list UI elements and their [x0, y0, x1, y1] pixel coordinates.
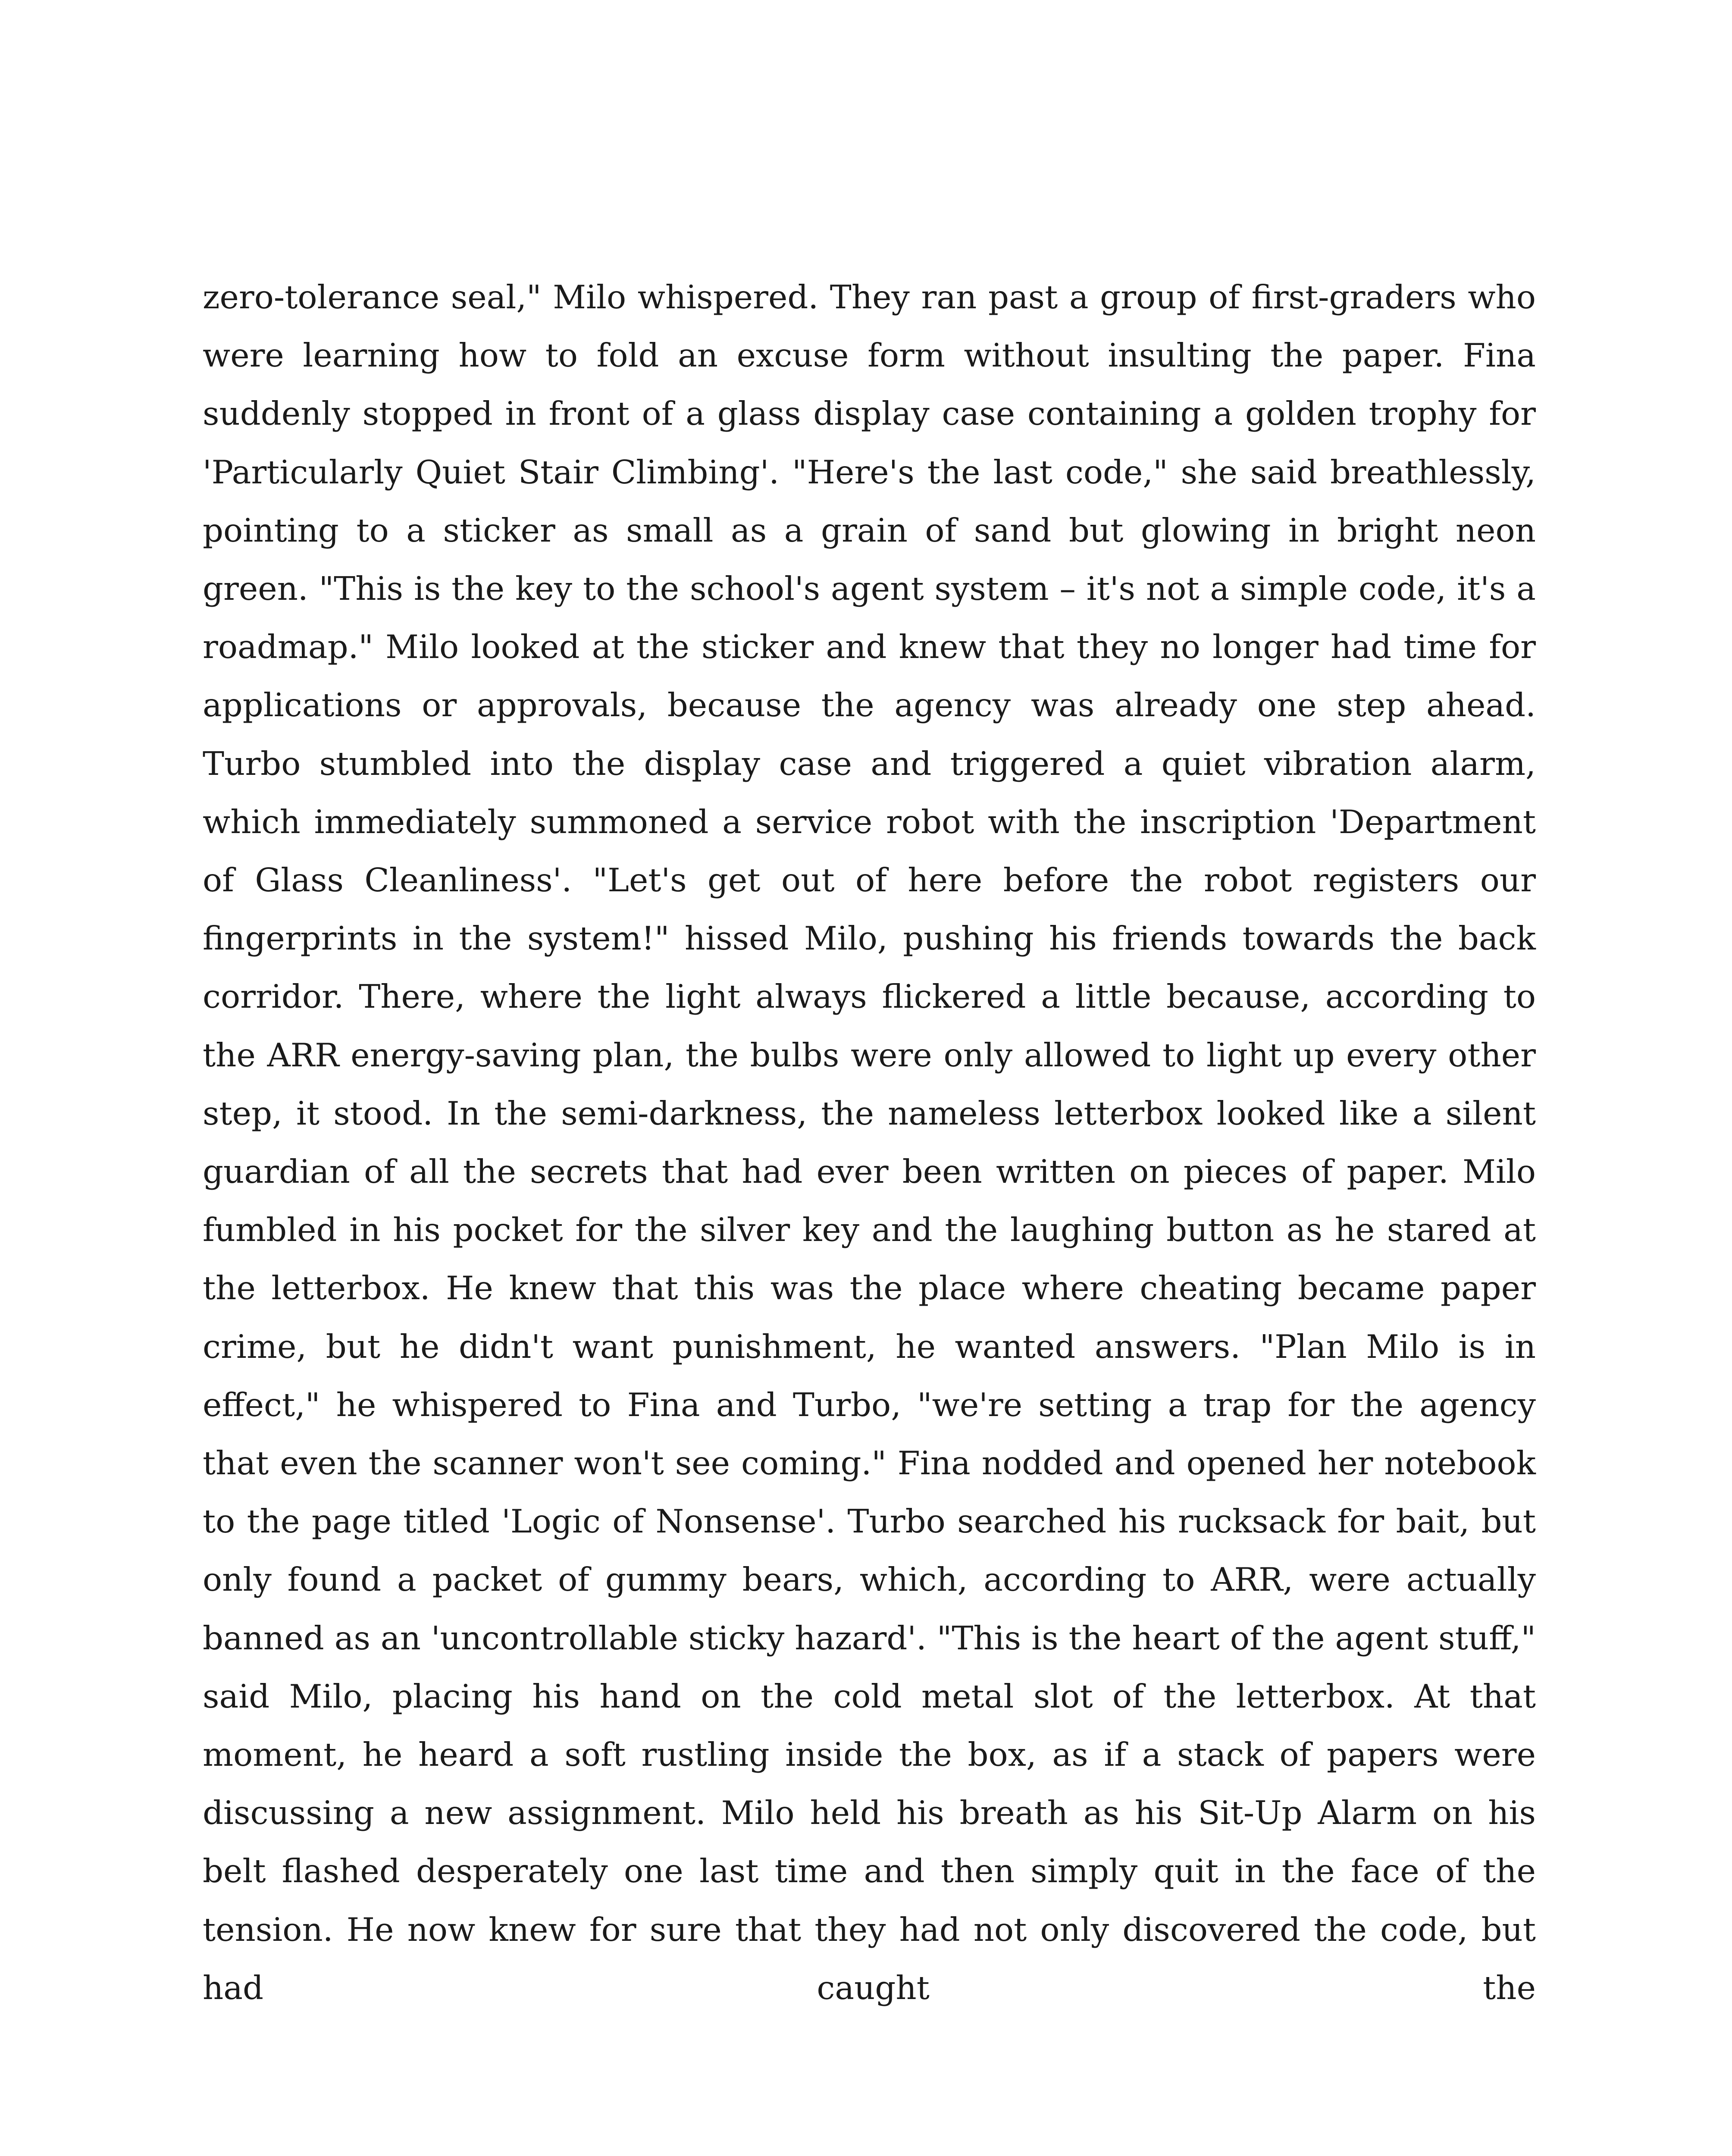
body-paragraph: zero-tolerance seal," Milo whispered. They ran past a group of first-graders who were learning how to fold an excuse form without insulting the paper. Fina suddenly stopped in front of a glass display case containing a golden trophy for 'Particularly Quiet Stair Climbing'. "Here's the last code," she said breathlessly, pointing to a sticker as small as a grain of sand but glowing in bright neon green. "This is the key to the school's agent system – it's not a simple code, it's a roadmap." Milo looked at the sticker and knew that they no longer had time for applications or approvals, because the agency was already one step ahead. Turbo stumbled into the display case and triggered a quiet vibration alarm, which immediately summoned a service robot with the inscription 'Department of Glass Cleanliness'. "Let's get out of here before the robot registers our fingerprints in the system!" hissed Milo, pushing his friends towards the back corridor. There, where the light always flickered a little because, according to the ARR energy-saving plan, the bulbs were only allowed to light up every other step, it stood. In the semi-darkness, the nameless letterbox looked like a silent guardian of all the secrets that had ever been written on pieces of paper. Milo fumbled in his pocket for the silver key and the laughing button as he stared at the letterbox. He knew that this was the place where cheating became paper crime, but he didn't want punishment, he wanted answers. "Plan Milo is in effect," he whispered to Fina and Turbo, "we're setting a trap for the agency that even the scanner won't see coming." Fina nodded and opened her notebook to the page titled 'Logic of Nonsense'. Turbo searched his rucksack for bait, but only found a packet of gummy bears, which, according to ARR, were actually banned as an 'uncontrollable sticky hazard'. "This is the heart of the agent stuff," said Milo, placing his hand on the cold metal slot of the letterbox. At that moment, he heard a soft rustling inside the box, as if a stack of papers were discussing a new assignment. Milo held his breath as his Sit-Up Alarm on his belt flashed desperately one last time and then simply quit in the face of the tension. He now knew for sure that they had not only discovered the code, but had caught the [203, 278, 1536, 2007]
